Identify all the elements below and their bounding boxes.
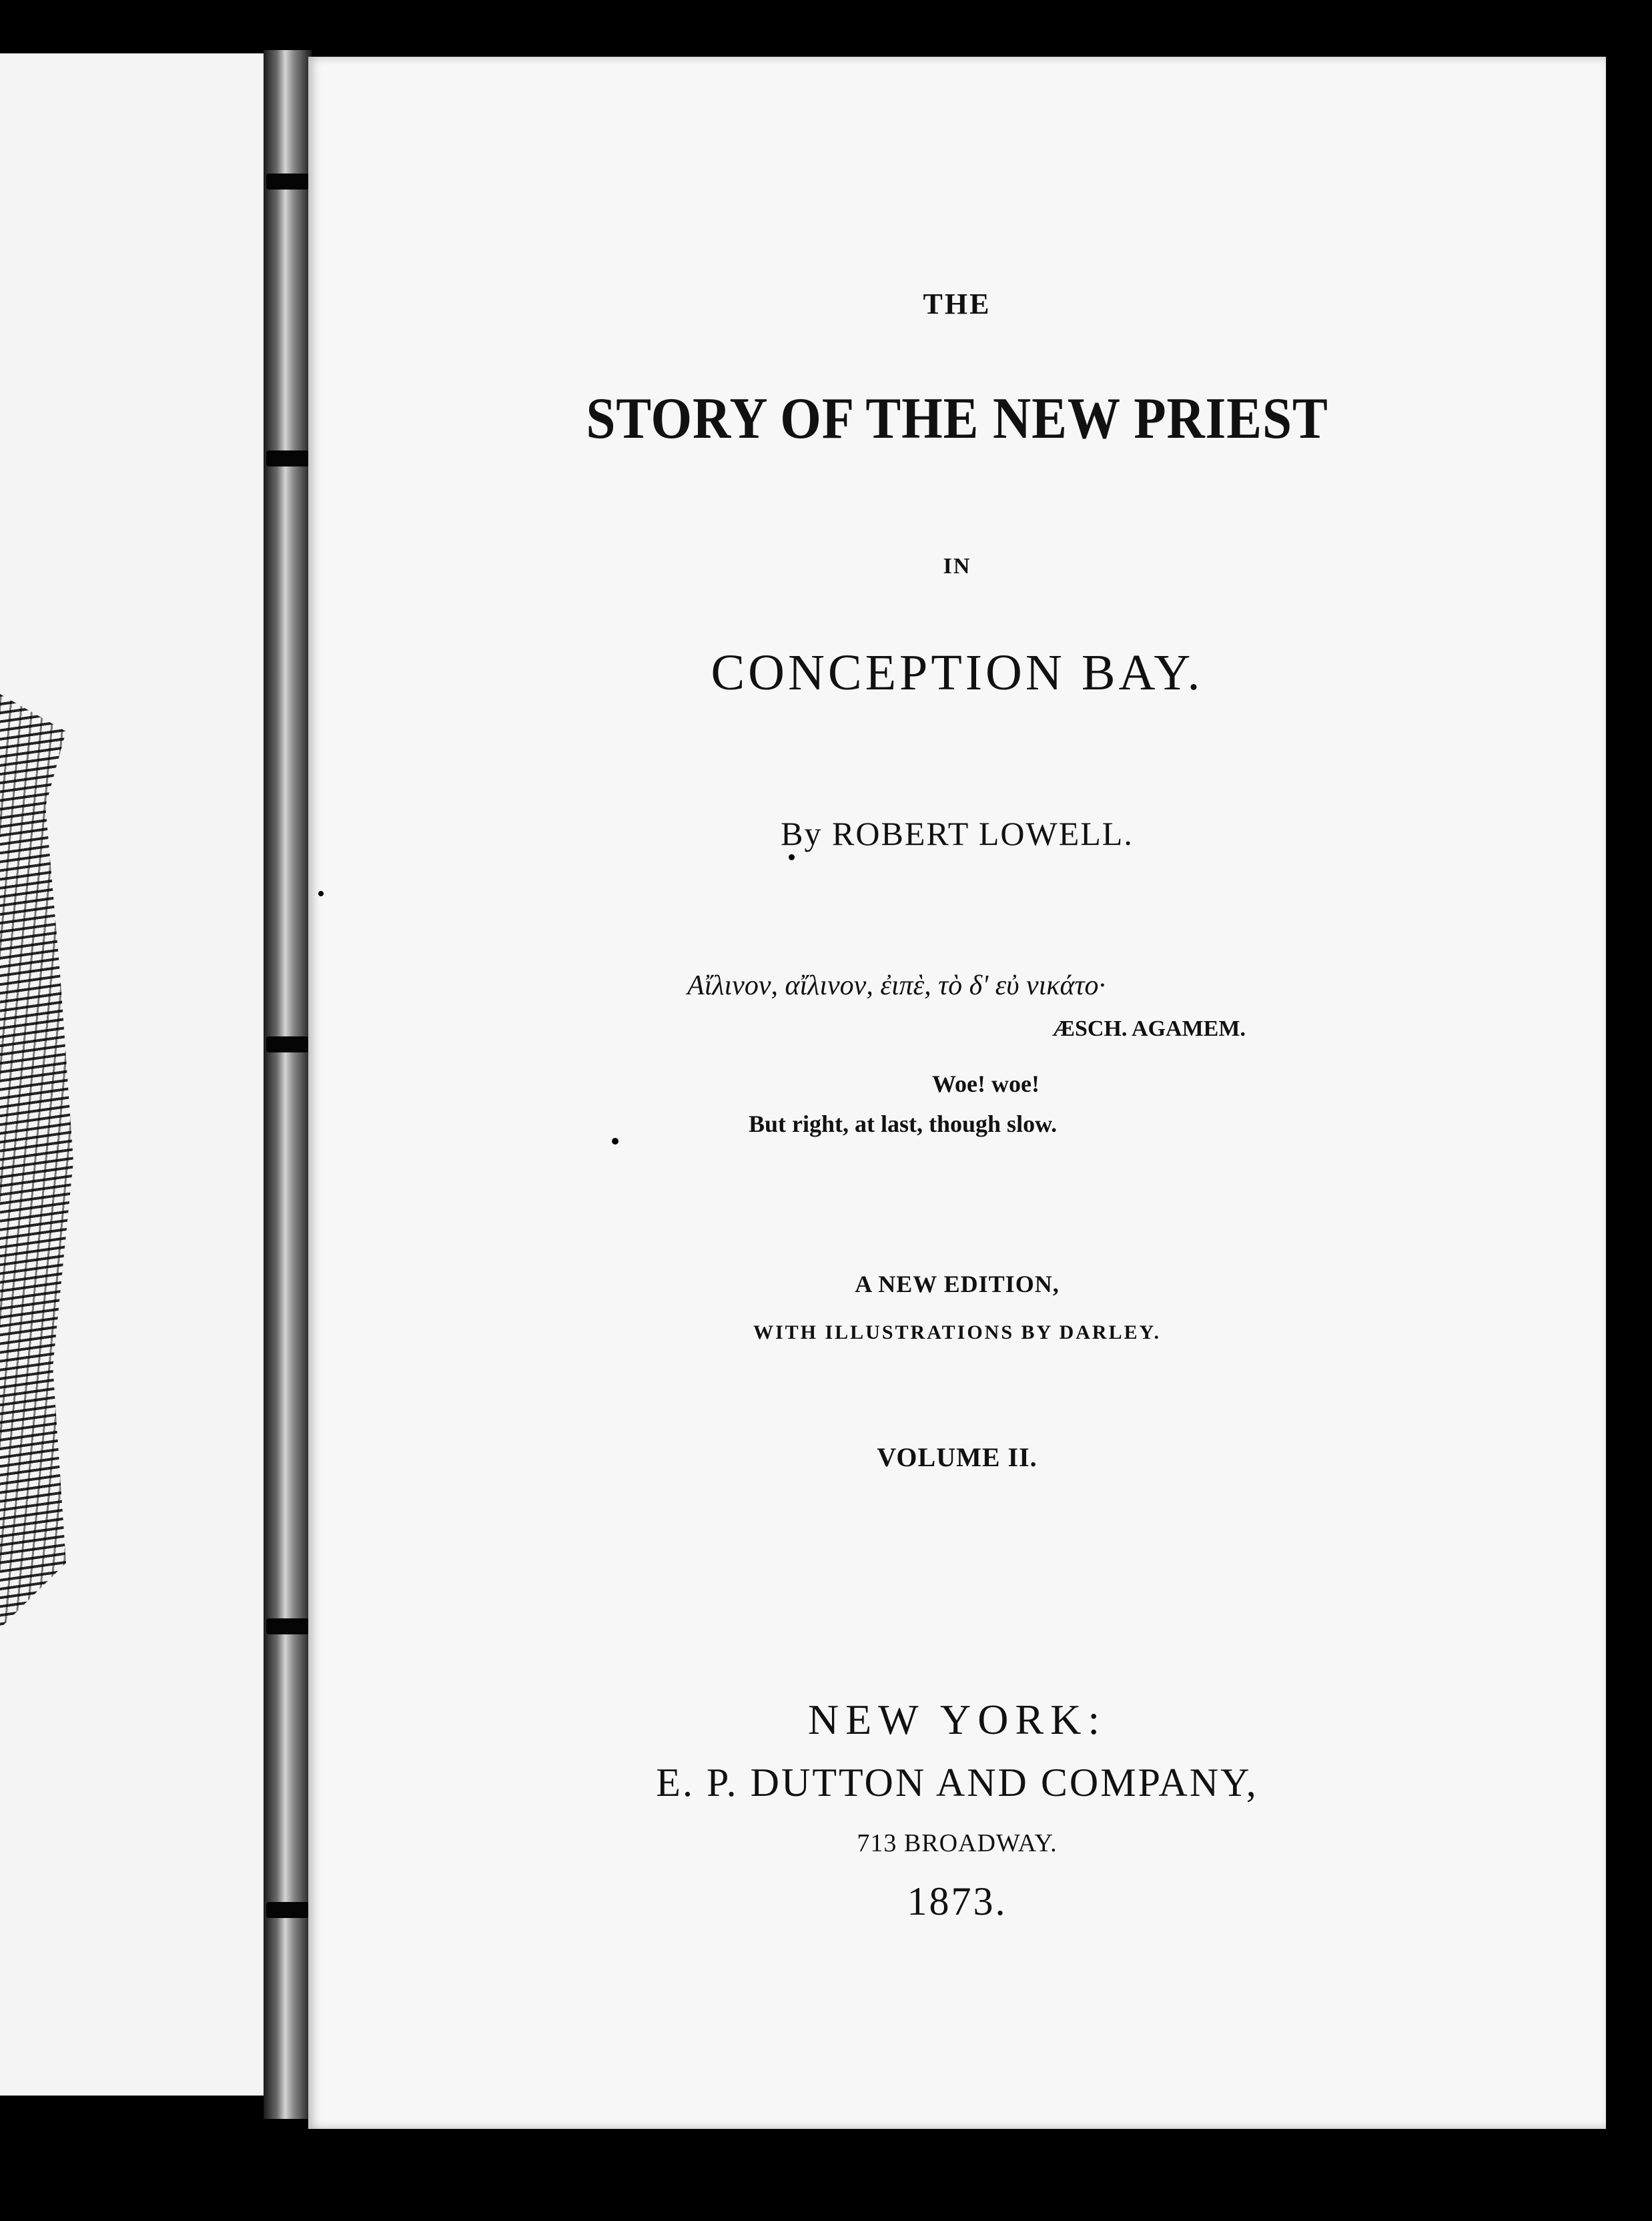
frontispiece-engraving-fragment [0, 694, 73, 1628]
book-title: STORY OF THE NEW PRIEST [586, 386, 1328, 451]
title-preposition: IN [943, 554, 971, 579]
illustrations-note: WITH ILLUSTRATIONS BY DARLEY. [753, 1321, 1162, 1343]
title-place: CONCEPTION BAY. [711, 645, 1204, 701]
title-article: THE [923, 288, 991, 320]
book-spine [264, 50, 312, 2119]
publisher-address: 713 BROADWAY. [857, 1829, 1058, 1857]
publication-year: 1873. [907, 1879, 1007, 1923]
facing-page [0, 53, 264, 2096]
binding-stitch [266, 450, 309, 466]
volume-number: VOLUME II. [877, 1442, 1038, 1472]
epigraph-source: ÆSCH. AGAMEM. [1052, 1016, 1246, 1041]
edition-note: A NEW EDITION, [855, 1271, 1060, 1297]
publisher-name: E. P. DUTTON AND COMPANY, [656, 1761, 1258, 1805]
epigraph-greek: Αἴλινον, αἴλινον, ἐιπὲ, τὸ δ' εὐ νικάτο· [687, 970, 1106, 1001]
ink-speck [612, 1138, 618, 1145]
epigraph-translation-line-1: Woe! woe! [932, 1070, 1040, 1097]
ink-speck [789, 854, 795, 860]
binding-stitch [266, 1618, 309, 1634]
binding-stitch [266, 1902, 309, 1918]
binding-stitch [266, 1036, 309, 1052]
title-page [308, 57, 1606, 2129]
publication-city: NEW YORK: [807, 1696, 1107, 1743]
ink-speck [318, 891, 324, 896]
epigraph-translation-line-2: But right, at last, though slow. [749, 1110, 1058, 1137]
author-byline: By ROBERT LOWELL. [781, 815, 1134, 852]
binding-stitch [266, 174, 309, 190]
